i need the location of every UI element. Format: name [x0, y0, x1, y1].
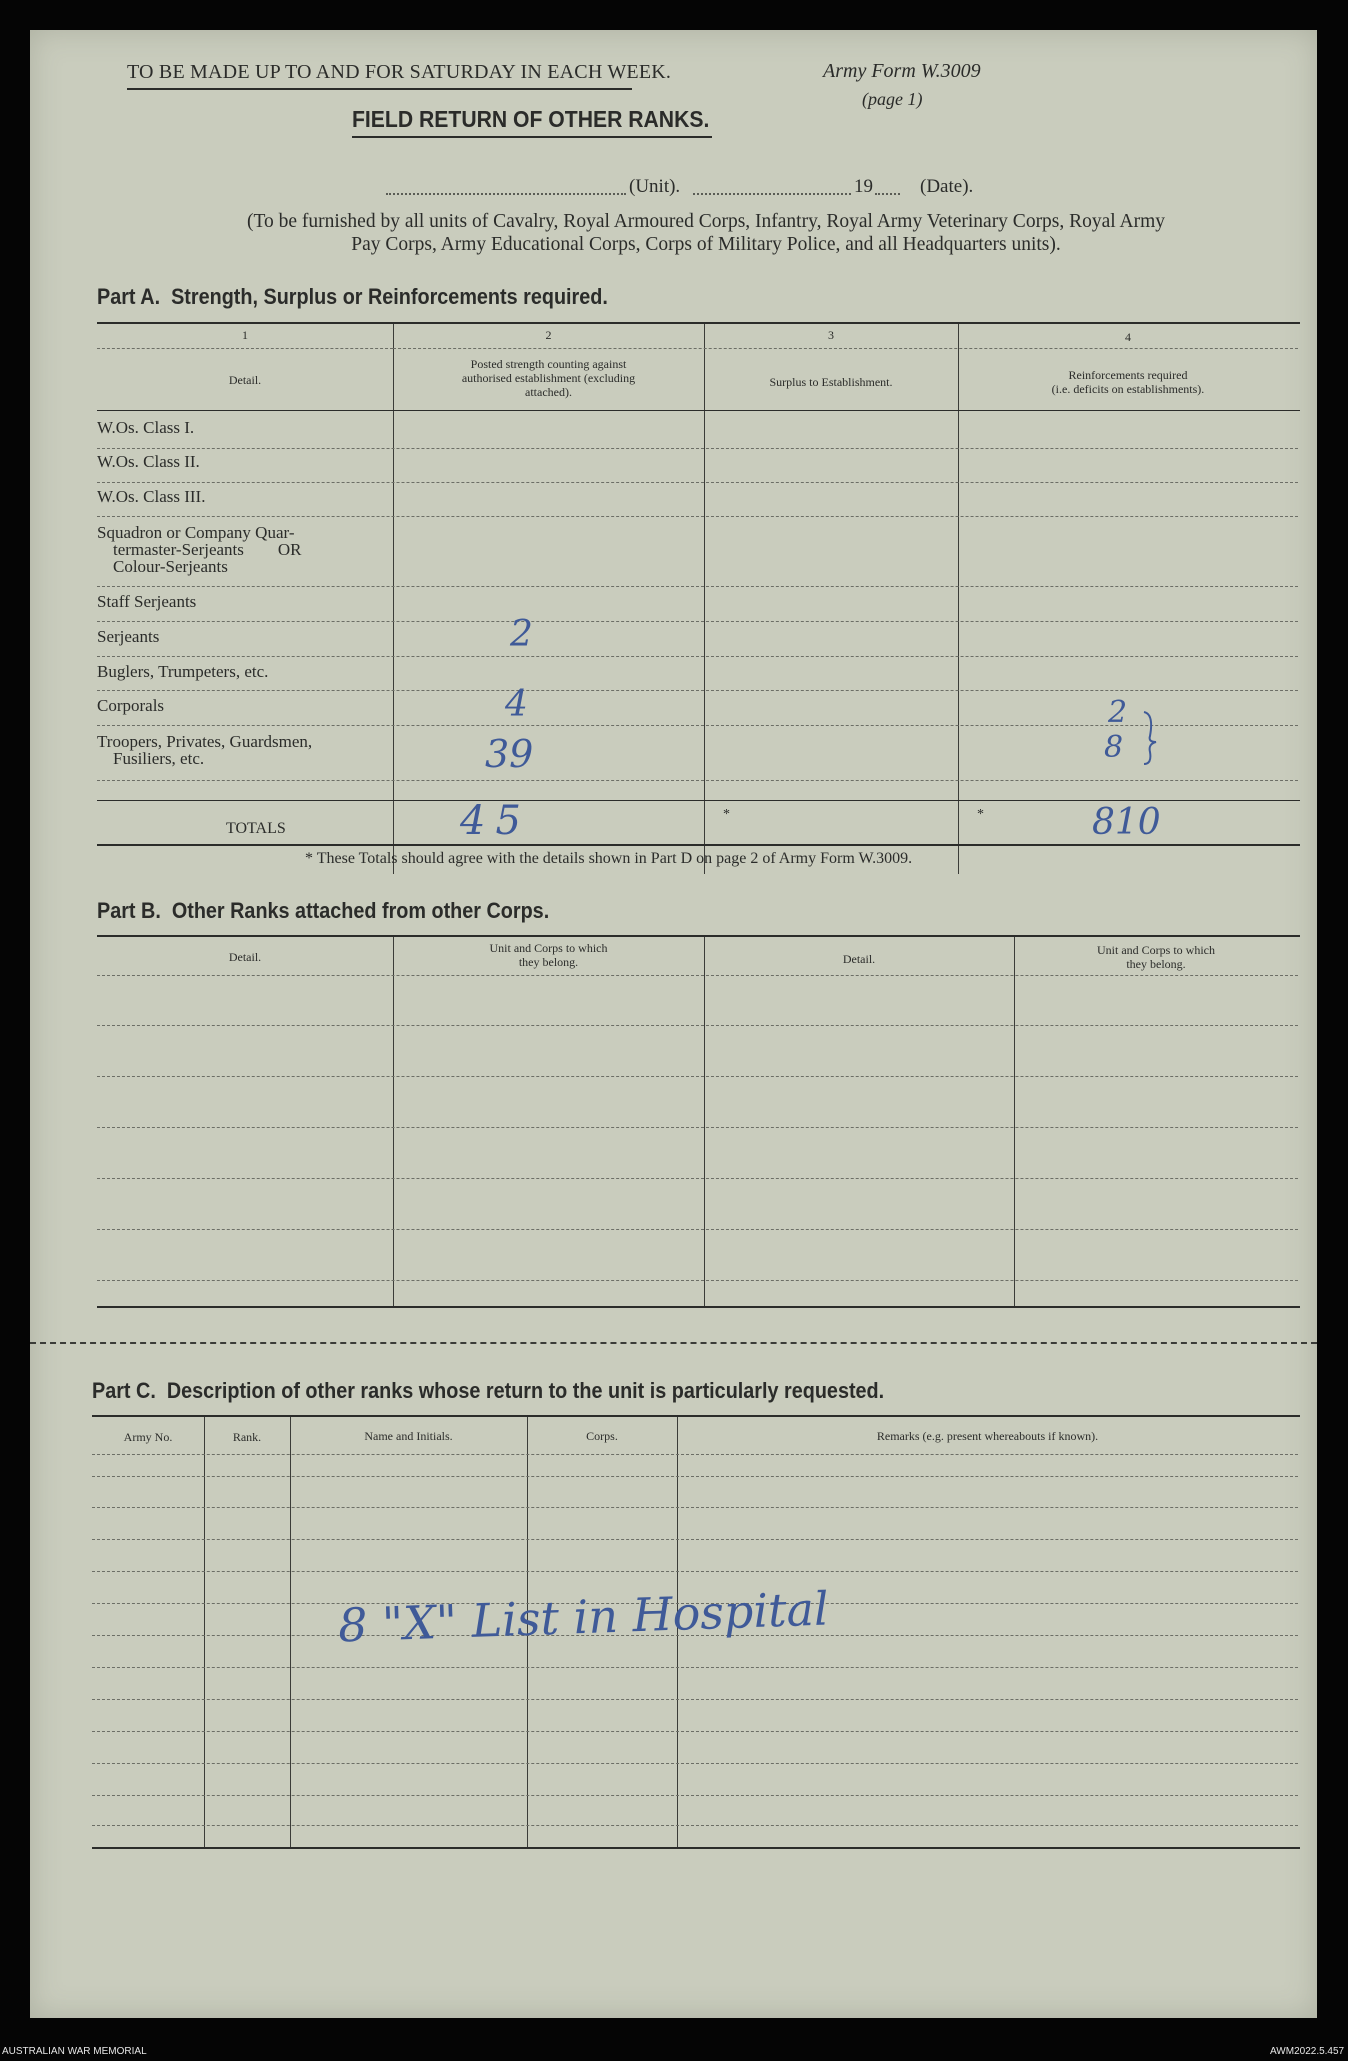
part-b-col-detail-2: Detail.: [842, 952, 876, 966]
part-c-row-rule: [92, 1795, 1298, 1796]
part-c-col-army-no: Army No.: [123, 1430, 173, 1444]
title-underline: [352, 136, 712, 138]
part-b-row-rule: [97, 1127, 1298, 1128]
instruction-underline: [127, 88, 632, 90]
col-header-detail: Detail.: [228, 373, 262, 387]
row-rule: [97, 621, 1298, 622]
part-b-col-unit2-1: Unit and Corps to which: [1097, 943, 1215, 957]
col-number-4: 4: [1125, 330, 1131, 344]
part-c-top-rule: [92, 1415, 1300, 1417]
part-c-row-rule: [92, 1476, 1298, 1477]
part-a-col-divider-3: [958, 324, 959, 874]
part-b-col-divider-3: [1014, 937, 1015, 1307]
col-header-surplus: Surplus to Establishment.: [769, 375, 893, 389]
part-a-heading: Part A. Strength, Surplus or Reinforcements required.: [97, 284, 608, 309]
hw-serjeants-posted: 2: [510, 614, 533, 655]
part-c-row-rule: [92, 1699, 1298, 1700]
hw-corporals-posted: 4: [505, 684, 528, 725]
part-b-col-unit-2: they belong.: [518, 955, 579, 969]
row-rule: [97, 690, 1298, 691]
part-b-heading: Part B. Other Ranks attached from other Corps.: [97, 898, 550, 923]
part-c-col-divider-2: [290, 1417, 291, 1847]
col-number-2: 2: [545, 328, 552, 342]
unit-label: (Unit).: [629, 176, 681, 197]
totals-label: TOTALS: [226, 820, 286, 837]
part-c-row-rule: [92, 1539, 1298, 1540]
row-rule: [97, 482, 1298, 483]
part-b-col-divider-2: [704, 937, 705, 1307]
totals-footnote: * These Totals should agree with the details shown in Part D on page 2 of Army Form W.3009.: [305, 850, 913, 867]
col-header-posted-1: Posted strength counting against: [470, 357, 627, 371]
part-a-col-divider-2: [704, 324, 705, 874]
year-blank: [875, 193, 900, 195]
row-label-troopers-2: Fusiliers, etc.: [113, 749, 205, 768]
furnish-note-line-1: (To be furnished by all units of Cavalry, Royal Armoured Corps, Infantry, Royal Army Veterinary Corps, Royal Army: [246, 211, 1166, 232]
part-b-row-rule: [97, 1025, 1298, 1026]
part-c-col-rank: Rank.: [232, 1430, 262, 1444]
unit-blank: [386, 193, 626, 195]
row-label-cqms-2: termaster-Serjeants OR: [113, 540, 302, 559]
part-a-numbers-rule-right: [393, 348, 1298, 349]
part-a-numbers-rule: [97, 348, 393, 349]
part-b-row-rule: [97, 1076, 1298, 1077]
part-a-header-rule: [97, 410, 1300, 411]
row-label-buglers: Buglers, Trumpeters, etc.: [97, 662, 269, 681]
form-number: Army Form W.3009: [823, 60, 981, 82]
row-rule: [97, 780, 1298, 781]
part-b-row-rule: [97, 1178, 1298, 1179]
part-b-col-divider-1: [393, 937, 394, 1307]
part-b-bottom-rule: [97, 1306, 1300, 1308]
date-day-blank: [693, 193, 851, 195]
row-rule: [97, 586, 1298, 587]
part-c-row-rule: [92, 1667, 1298, 1668]
part-b-row-rule: [97, 1280, 1298, 1281]
row-label-staff-serjeants: Staff Serjeants: [97, 592, 197, 611]
totals-top-rule: [97, 800, 1300, 801]
part-c-heading: Part C. Description of other ranks whose return to the unit is particularly requested.: [92, 1378, 885, 1403]
row-label-troopers-1: Troopers, Privates, Guardsmen,: [97, 732, 313, 751]
totals-reinf-mark: *: [977, 807, 984, 822]
col-header-reinf-2: (i.e. deficits on establishments).: [1051, 382, 1205, 396]
footer-institution: AUSTRALIAN WAR MEMORIAL: [2, 2046, 147, 2057]
col-number-3: 3: [828, 328, 834, 342]
part-c-col-divider-1: [204, 1417, 205, 1847]
page-number: (page 1): [862, 89, 923, 109]
hw-hospital-note: 8 "X" List in Hospital: [337, 1581, 830, 1653]
date-label: (Date).: [920, 176, 974, 197]
part-c-row-rule: [92, 1825, 1298, 1826]
hw-totals-posted: 45: [460, 798, 531, 844]
row-label-serjeants: Serjeants: [97, 627, 160, 646]
part-c-bottom-rule: [92, 1847, 1300, 1849]
part-a-bottom-rule: [97, 844, 1300, 846]
row-label-wo-class-1: W.Os. Class I.: [97, 418, 195, 437]
row-label-corporals: Corporals: [97, 696, 165, 715]
part-c-header-rule: [92, 1454, 1298, 1455]
part-b-top-rule: [97, 935, 1300, 937]
part-c-row-rule: [92, 1731, 1298, 1732]
year-prefix: 19: [854, 176, 873, 197]
col-number-1: 1: [242, 328, 248, 342]
furnish-note-line-2: Pay Corps, Army Educational Corps, Corps of Military Police, and all Headquarters units).: [351, 234, 1061, 255]
part-a-top-rule: [97, 322, 1300, 324]
row-rule: [97, 656, 1298, 657]
footer-accession: AWM2022.5.457: [1270, 2046, 1345, 2057]
part-c-col-corps: Corps.: [586, 1429, 618, 1443]
part-c-row-rule: [92, 1571, 1298, 1572]
row-label-cqms-3: Colour-Serjeants: [113, 557, 228, 576]
row-rule: [97, 516, 1298, 517]
part-b-col-unit-1: Unit and Corps to which: [489, 941, 608, 955]
part-a-col-divider-1: [393, 324, 394, 874]
part-c-row-rule: [92, 1763, 1298, 1764]
part-b-col-detail: Detail.: [228, 950, 262, 964]
hw-totals-reinf: 810: [1092, 802, 1161, 843]
hw-troopers-posted: 39: [485, 732, 534, 776]
part-c-row-rule: [92, 1507, 1298, 1508]
weekly-instruction: TO BE MADE UP TO AND FOR SATURDAY IN EACH WEEK.: [127, 61, 672, 83]
part-b-header-rule: [97, 975, 1298, 976]
totals-surplus-mark: *: [723, 807, 730, 822]
perforation-line: [30, 1342, 1317, 1344]
hw-corporals-reinf: 2: [1108, 695, 1128, 730]
part-c-col-remarks: Remarks (e.g. present whereabouts if known).: [876, 1429, 1099, 1443]
row-label-cqms-1: Squadron or Company Quar-: [97, 523, 295, 542]
col-header-posted-3: attached).: [525, 385, 572, 399]
row-label-wo-class-2: W.Os. Class II.: [97, 452, 200, 471]
bracket-mark: [1140, 708, 1162, 768]
form-title: FIELD RETURN OF OTHER RANKS.: [352, 106, 710, 132]
part-c-col-name: Name and Initials.: [364, 1429, 453, 1443]
row-label-wo-class-3: W.Os. Class III.: [97, 487, 206, 506]
form-sheet: [30, 30, 1317, 2018]
part-b-row-rule: [97, 1229, 1298, 1230]
col-header-reinf-1: Reinforcements required: [1068, 368, 1188, 382]
hw-troopers-reinf: 8: [1104, 730, 1124, 765]
row-rule: [97, 725, 1298, 726]
col-header-posted-2: authorised establishment (excluding: [461, 371, 636, 385]
row-rule: [97, 448, 1298, 449]
part-b-col-unit2-2: they belong.: [1126, 957, 1186, 971]
